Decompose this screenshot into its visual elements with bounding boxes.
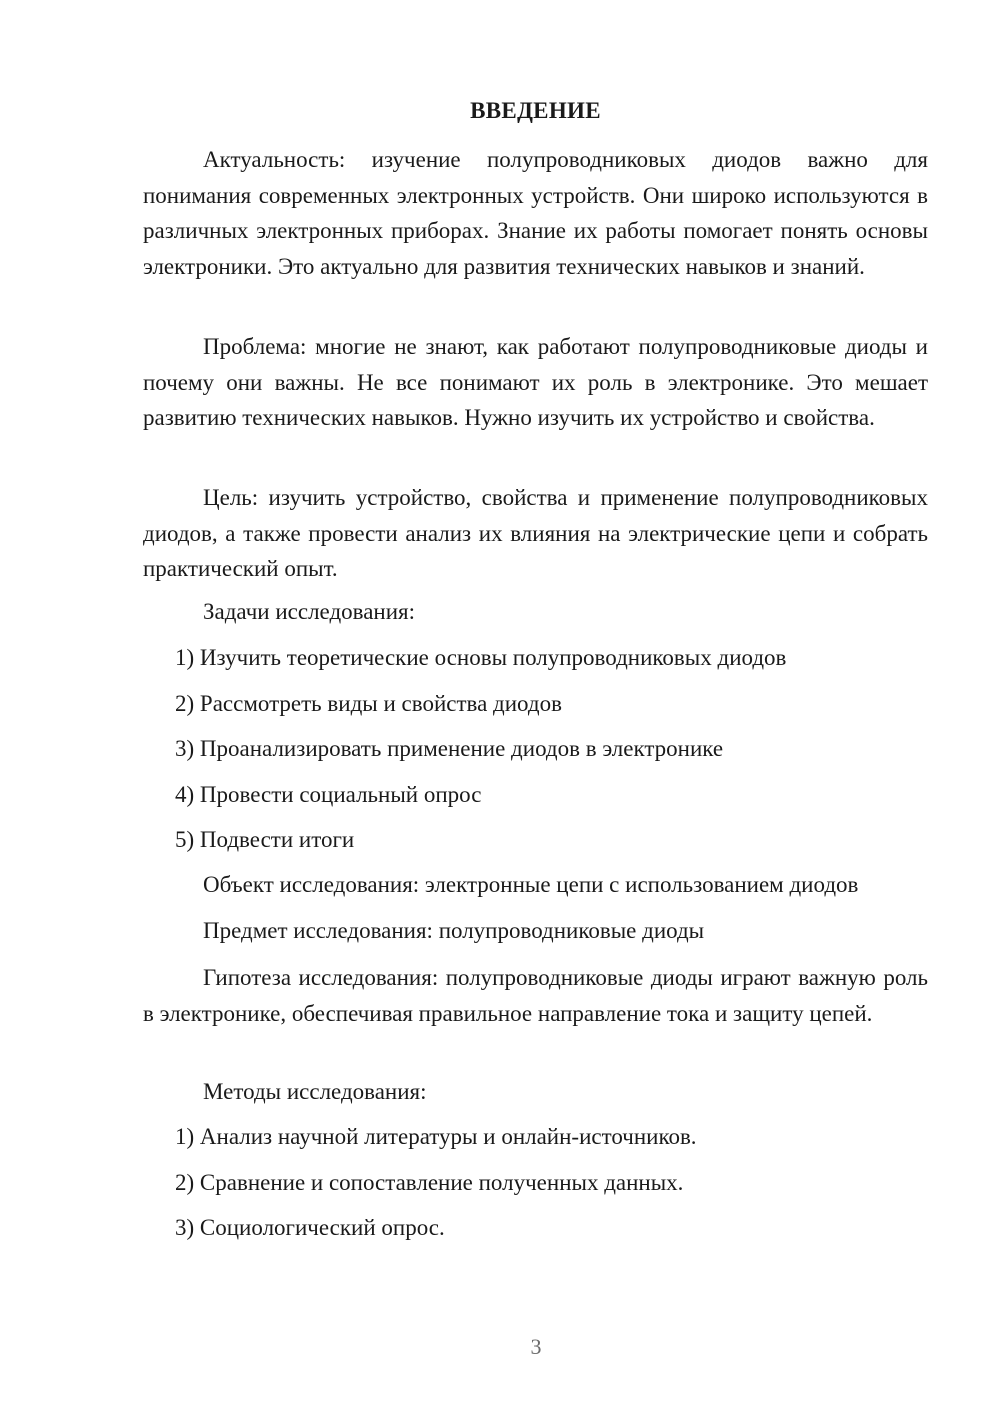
task-item: 2) Рассмотреть виды и свойства диодов [175, 691, 562, 716]
tasks-title: Задачи исследования: [203, 599, 416, 624]
page-title: ВВЕДЕНИЕ [470, 98, 601, 123]
task-item: 1) Изучить теоретические основы полупроводниковых диодов [175, 645, 787, 670]
method-item: 2) Сравнение и сопоставление полученных данных. [175, 1170, 684, 1195]
page-number: 3 [530, 1334, 542, 1359]
relevance-paragraph: Актуальность: изучение полупроводниковых диодов важно для понимания современных электронных устройств. Они широко используются в различных электронных приборах. Знание их работы помогает понять основы электроники. Это актуально для развития технических навыков и знаний. [143, 147, 928, 279]
task-item: 5) Подвести итоги [175, 827, 355, 852]
object-statement: Объект исследования: электронные цепи с использованием диодов [203, 872, 859, 897]
method-item: 3) Социологический опрос. [175, 1215, 445, 1240]
task-item: 3) Проанализировать применение диодов в электронике [175, 736, 724, 761]
subject-statement: Предмет исследования: полупроводниковые диоды [203, 918, 705, 943]
goal-paragraph: Цель: изучить устройство, свойства и применение полупроводниковых диодов, а также провести анализ их влияния на электрические цепи и собрать практический опыт. [143, 485, 928, 581]
method-item: 1) Анализ научной литературы и онлайн-источников. [175, 1124, 697, 1149]
task-item: 4) Провести социальный опрос [175, 782, 482, 807]
methods-title: Методы исследования: [203, 1079, 427, 1104]
problem-paragraph: Проблема: многие не знают, как работают полупроводниковые диоды и почему они важны. Не все понимают их роль в электронике. Это мешает развитию технических навыков. Нужно изучить их устройство и свойства. [143, 334, 928, 430]
hypothesis-paragraph: Гипотеза исследования: полупроводниковые диоды играют важную роль в электронике, обеспечивая правильное направление тока и защиту цепей. [143, 965, 928, 1026]
